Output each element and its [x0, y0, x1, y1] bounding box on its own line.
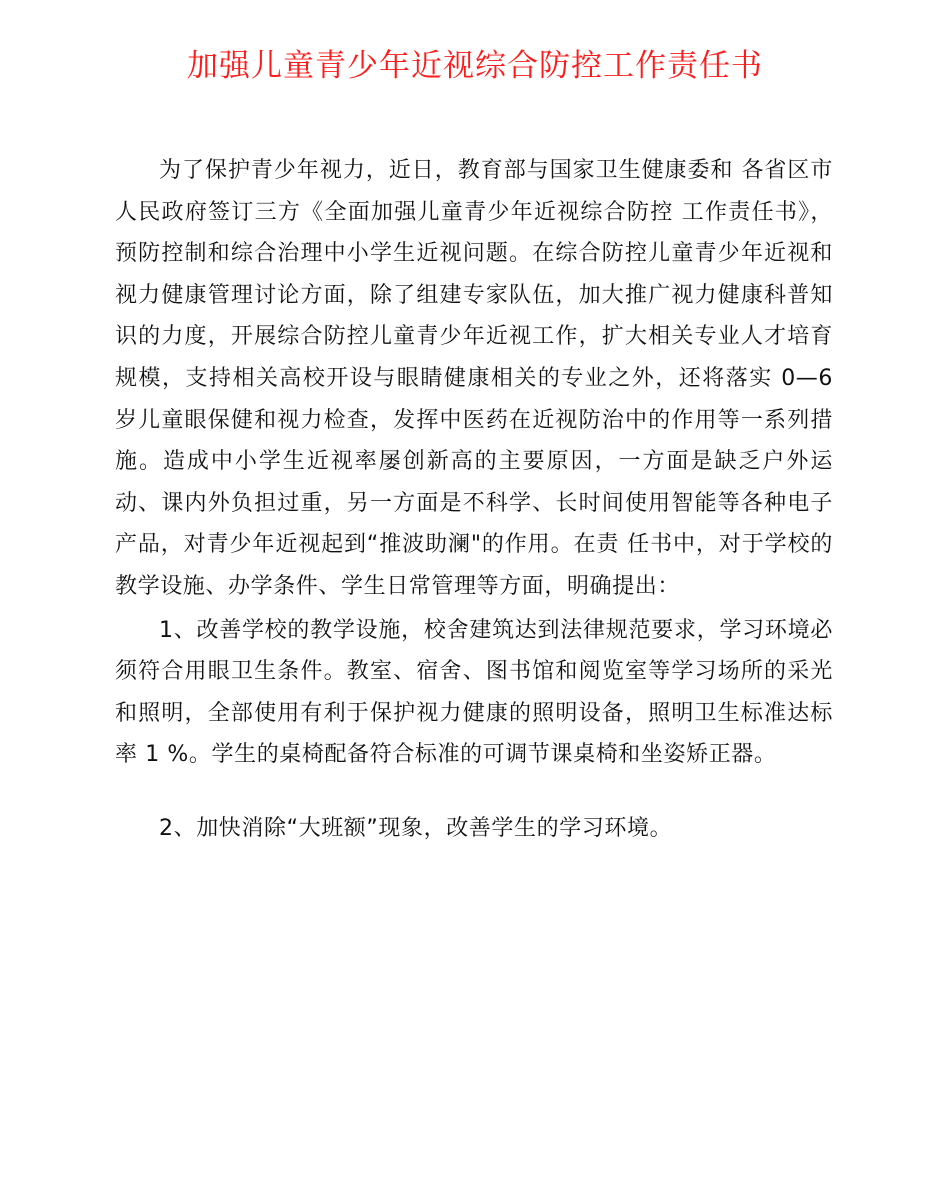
- item-1-paragraph: 1、改善学校的教学设施，校舍建筑达到法律规范要求，学习环境必须符合用眼卫生条件。教室、宿舍、图书馆和阅览室等学习场所的采光和照明，全部使用有利于保护视力健康的照明设备，照明卫生标准达标率 1 %。学生的桌椅配备符合标准的可调节课桌椅和坐姿矫正器。: [115, 617, 833, 768]
- intro-paragraph: 为了保护青少年视力，近日，教育部与国家卫生健康委和 各省区市人民政府签订三方《全面加强儿童青少年近视综合防控 工作责任书》，预防控制和综合治理中小学生近视问题。在综合防控儿童青少年近视和视力健康管理讨论方面，除了组建专家队伍，加大推广视力健康科普知识的力度，开展综合防控儿童青少年近视工作，扩大相关专业人才培育规模，支持相关高校开设与眼睛健康相关的专业之外，还将落实 0—6 岁儿童眼保健和视力检查，发挥中医药在近视防治中的作用等一系列措施。造成中小学生近视率屡创新高的主要原因，一方面是缺乏户外运动、课内外负担过重，另一方面是不科学、长时间使用智能等各种电子产品，对青少年近视起到“推波助澜"的作用。在责 任书中，对于学校的教学设施、办学条件、学生日常管理等方面，明确提出：: [115, 158, 833, 599]
- document-body: [115, 150, 833, 850]
- item-2-paragraph: 2、加快消除“大班额”现象，改善学生的学习环境。: [159, 815, 673, 841]
- document-title: 加强儿童青少年近视综合防控工作责任书: [187, 48, 763, 84]
